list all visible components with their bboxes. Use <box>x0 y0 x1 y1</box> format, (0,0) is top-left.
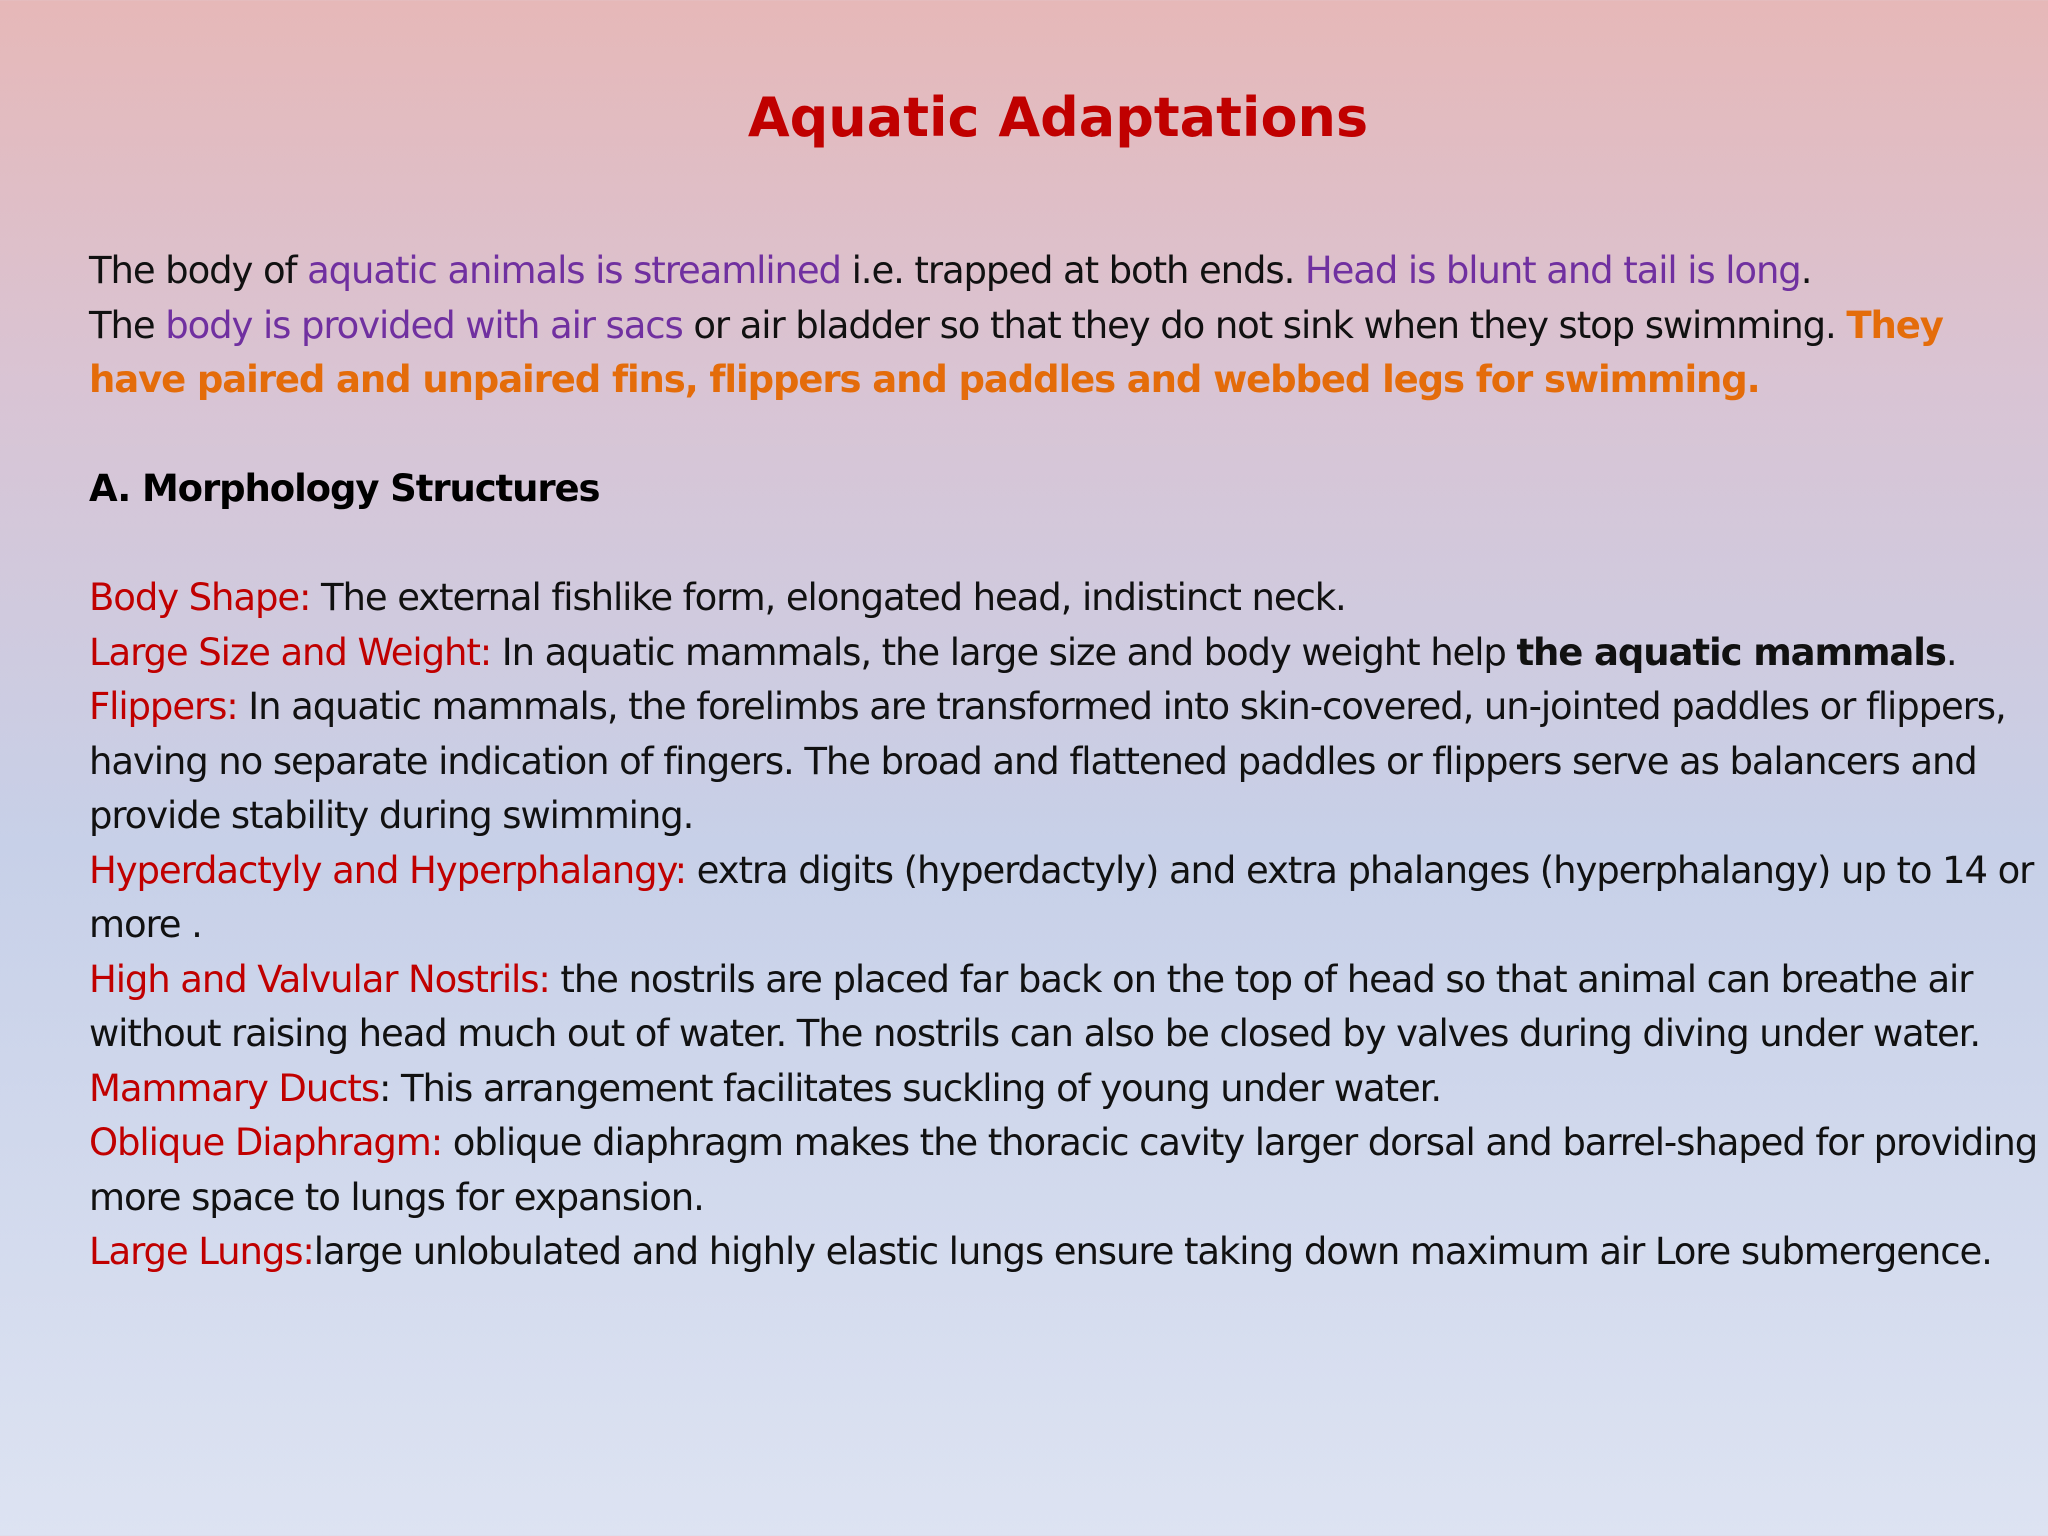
item-bold-text: the aquatic mammals <box>1516 630 1946 674</box>
intro-text: The body of <box>89 249 308 292</box>
list-item-large-size <box>89 626 2048 681</box>
item-text: large unlobulated and highly elastic lungs ensure taking down maximum air Lore submergence. <box>313 1230 1992 1273</box>
intro-text: The <box>89 303 166 347</box>
list-item-nostrils <box>89 953 2048 1062</box>
item-text: In aquatic mammals, the large size and body weight help <box>491 630 1517 674</box>
intro-emphasis: They have paired and unpaired fins, flippers and paddles and webbed legs for swimming. <box>89 303 1943 401</box>
item-label: High and Valvular Nostrils: <box>89 957 550 1001</box>
item-text: In aquatic mammals, the forelimbs are transformed into skin-covered, un-jointed paddles or flippers, having no separate indication of fingers. The broad and flattened paddles or flippers serve as balancers and provide stability during swimming. <box>89 685 2006 837</box>
list-item-hyperdactyly <box>89 844 2048 953</box>
section-heading: A. Morphology Structures <box>89 467 600 510</box>
list-item-flippers <box>89 680 2048 844</box>
intro-highlight: aquatic animals is streamlined <box>307 249 841 292</box>
spacer <box>89 408 2048 463</box>
intro-text: or air bladder so that they do not sink when they stop swimming. <box>682 303 1847 347</box>
intro-text: . <box>1800 249 1812 292</box>
item-text: extra digits (hyperdactyly) and extra phalanges (hyperphalangy) up to 14 or more . <box>89 848 2034 946</box>
item-label: Oblique Diaphragm: <box>89 1121 443 1164</box>
item-text: . <box>1945 630 1957 674</box>
slide-body <box>89 244 2048 1280</box>
list-item-diaphragm <box>89 1116 2048 1225</box>
item-text: The external fishlike form, elongated head, indistinct neck. <box>310 576 1346 619</box>
list-item-lungs <box>89 1225 2048 1280</box>
item-text: oblique diaphragm makes the thoracic cavity larger dorsal and barrel-shaped for providing more space to lungs for expansion. <box>89 1121 2038 1219</box>
item-label: Large Lungs: <box>89 1230 314 1273</box>
list-item-mammary-ducts <box>89 1062 2048 1117</box>
intro-paragraph-2 <box>89 299 2048 408</box>
spacer <box>89 517 2048 572</box>
intro-highlight: Head is blunt and tail is long <box>1304 249 1801 292</box>
item-label: Large Size and Weight: <box>89 630 492 674</box>
list-item-body-shape <box>89 571 2048 626</box>
intro-highlight: body is provided with air sacs <box>165 303 683 347</box>
item-label: Mammary Ducts <box>89 1066 379 1110</box>
item-text: : This arrangement facilitates suckling of young under water. <box>379 1066 1441 1110</box>
item-label: Body Shape: <box>89 576 311 619</box>
item-label: Flippers: <box>89 685 238 728</box>
item-label: Hyperdactyly and Hyperphalangy: <box>89 848 686 892</box>
intro-text: i.e. trapped at both ends. <box>840 249 1305 292</box>
item-text: the nostrils are placed far back on the top of head so that animal can breathe air without raising head much out of water. The nostrils can also be closed by valves during diving under water. <box>89 957 1981 1055</box>
intro-paragraph-1 <box>89 244 2048 299</box>
slide-title: Aquatic Adaptations <box>747 86 1369 149</box>
